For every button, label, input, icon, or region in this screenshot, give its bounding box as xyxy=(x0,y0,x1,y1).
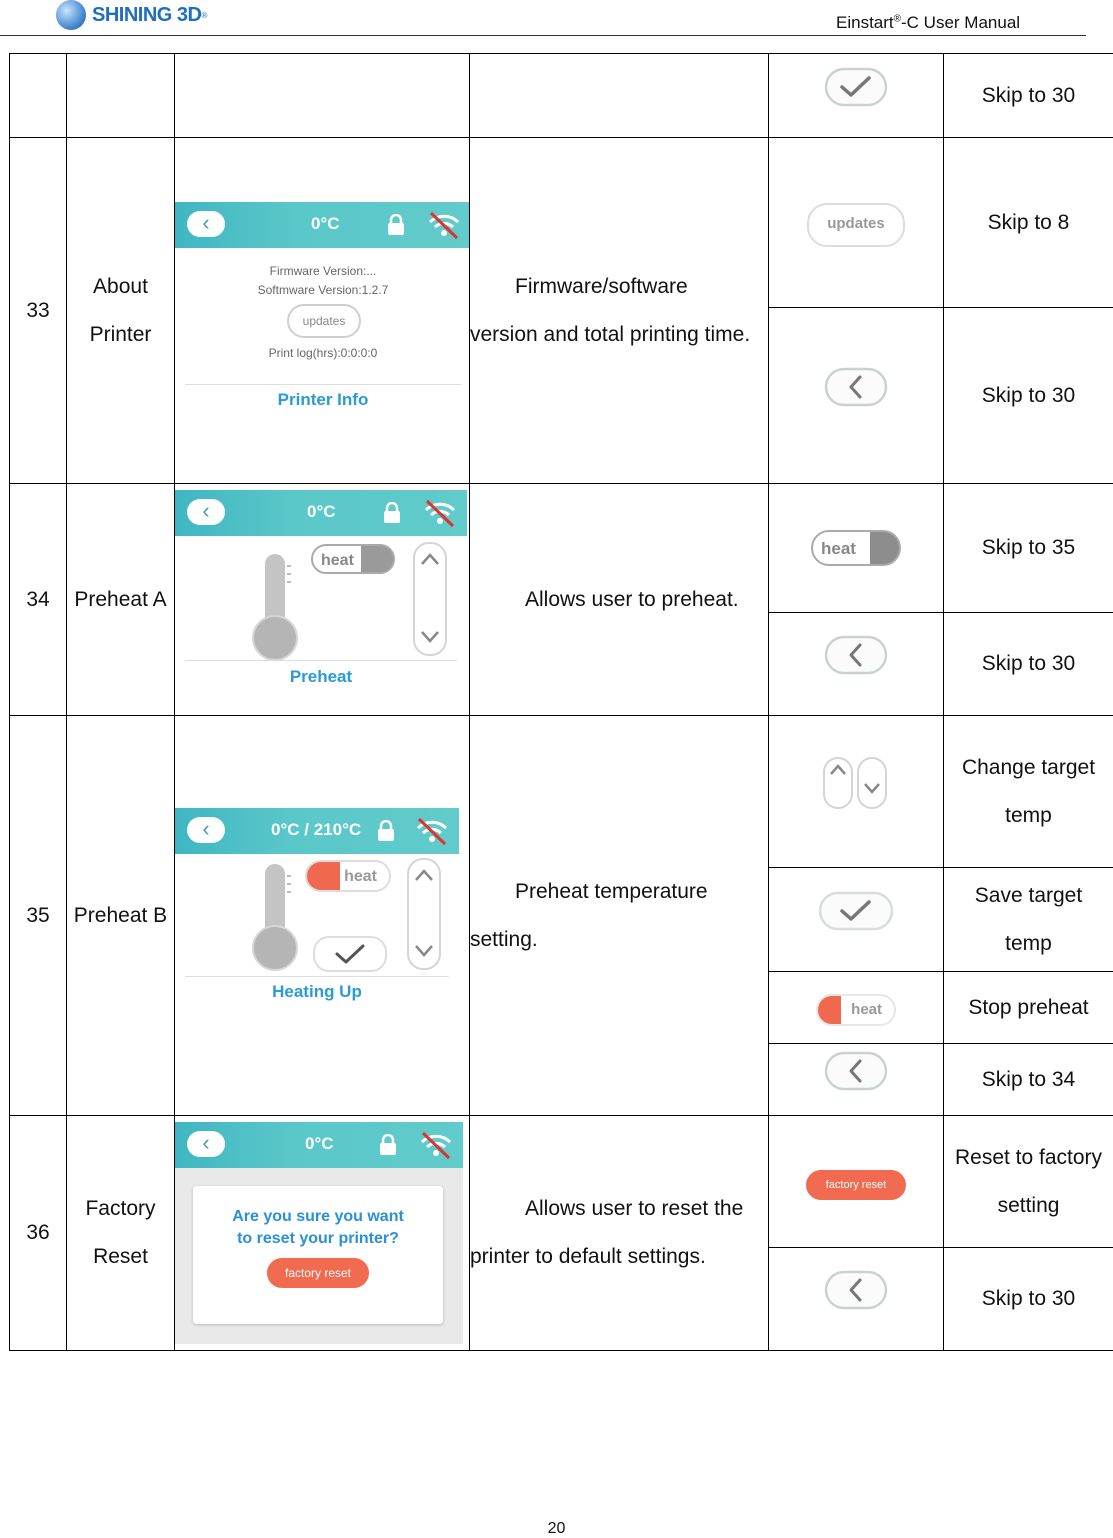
description-line: Firmware/software xyxy=(515,274,688,298)
action-text-line: Change target xyxy=(961,755,1096,779)
chevron-up-down-icon xyxy=(409,860,439,968)
action-text: Stop preheat xyxy=(944,972,1113,1044)
wifi-off-icon xyxy=(419,1130,453,1160)
version-info xyxy=(175,262,470,300)
icon-cell xyxy=(769,308,944,484)
action-text: Skip to 8 xyxy=(944,138,1113,308)
factory-reset-button[interactable]: factory reset xyxy=(267,1258,369,1288)
screenshot-cell xyxy=(175,484,470,716)
check-icon xyxy=(315,938,385,970)
preheat-b-screen xyxy=(175,808,459,1020)
icon-cell xyxy=(769,484,944,613)
globe-logo-icon xyxy=(56,0,86,30)
doc-title-prefix: Einstart xyxy=(836,13,894,32)
description-line: Allows user to reset the xyxy=(525,1197,744,1220)
heat-toggle[interactable]: heat xyxy=(311,544,395,574)
check-button-icon xyxy=(824,66,888,108)
document-title xyxy=(836,13,1020,33)
action-text-line: setting xyxy=(997,1193,1060,1217)
menu-name xyxy=(67,1116,175,1351)
page-header xyxy=(0,0,1113,40)
lock-icon xyxy=(377,820,395,842)
row-number: 36 xyxy=(10,1116,67,1351)
menu-name-line: About xyxy=(93,274,148,298)
icon-cell xyxy=(769,972,944,1044)
description-line: setting. xyxy=(470,927,538,951)
screenshot-cell xyxy=(175,1116,470,1351)
divider xyxy=(185,660,457,661)
action-text: Skip to 34 xyxy=(944,1044,1113,1116)
back-button-icon xyxy=(824,366,888,408)
row-number: 35 xyxy=(10,716,67,1116)
action-text xyxy=(944,868,1113,972)
doc-title-reg: ® xyxy=(893,13,902,25)
cell-empty xyxy=(470,54,769,138)
factory-reset-button-icon: factory reset xyxy=(806,1170,906,1200)
back-button-icon xyxy=(824,1269,888,1311)
firmware-version: Firmware Version:... xyxy=(269,264,377,278)
action-text: Skip to 35 xyxy=(944,484,1113,613)
icon-cell xyxy=(769,54,944,138)
temperature-readout: 0°C / 210°C xyxy=(271,820,362,839)
table-row xyxy=(10,484,1113,613)
printer-info-screen xyxy=(175,202,470,416)
menu-name-line: Reset xyxy=(93,1245,148,1268)
print-log: Print log(hrs):0:0:0:0 xyxy=(268,346,378,360)
row-number: 33 xyxy=(10,138,67,484)
status-bar xyxy=(175,1122,463,1168)
icon-cell xyxy=(769,868,944,972)
dialog-question-line: to reset your printer? xyxy=(237,1230,399,1247)
back-button-icon xyxy=(824,634,888,676)
description xyxy=(470,1116,769,1351)
back-icon: ‹ xyxy=(187,211,225,237)
description-line: Preheat temperature xyxy=(515,879,708,903)
table-row xyxy=(10,1116,1113,1248)
preheat-a-screen xyxy=(175,490,467,708)
menu-name-line: Factory xyxy=(85,1197,156,1220)
updates-button[interactable]: updates xyxy=(287,304,361,338)
action-text-line: temp xyxy=(1005,803,1052,827)
wifi-off-icon xyxy=(423,498,457,528)
action-text xyxy=(944,716,1113,868)
menu-name: Preheat A xyxy=(67,484,175,716)
screen-title: Preheat xyxy=(289,667,353,686)
lock-icon xyxy=(379,1134,397,1156)
cell-empty xyxy=(10,54,67,138)
logo-reg: ® xyxy=(201,10,208,20)
back-icon: ‹ xyxy=(187,499,225,525)
temp-adjust-arrows[interactable] xyxy=(413,542,447,656)
icon-cell xyxy=(769,1248,944,1351)
screen-title: Heating Up xyxy=(272,982,362,1001)
software-version: Softmware Version:1.2.7 xyxy=(257,283,389,297)
menu-table xyxy=(9,53,1113,1351)
action-text-line: Save target xyxy=(974,883,1083,907)
description-line: version and total printing time. xyxy=(470,322,751,346)
icon-cell xyxy=(769,716,944,868)
action-text: Skip to 30 xyxy=(944,308,1113,484)
chevron-up-down-icon xyxy=(415,544,445,654)
heat-on-toggle-icon: heat xyxy=(816,994,896,1026)
screenshot-cell xyxy=(175,138,470,484)
row-number: 34 xyxy=(10,484,67,716)
table-row xyxy=(10,54,1113,138)
action-text xyxy=(944,1116,1113,1248)
table-row xyxy=(10,138,1113,308)
page-number: 20 xyxy=(547,1520,566,1537)
heat-toggle[interactable]: heat xyxy=(305,860,391,892)
header-rule xyxy=(0,35,1086,36)
back-icon: ‹ xyxy=(187,817,225,843)
lock-icon xyxy=(383,502,401,524)
divider xyxy=(185,384,461,385)
temperature-readout: 0°C xyxy=(305,1134,334,1153)
dialog-question xyxy=(193,1206,443,1250)
screenshot-cell xyxy=(175,716,470,1116)
action-text-line: temp xyxy=(1005,931,1052,955)
temp-adjust-arrows[interactable] xyxy=(407,858,441,970)
back-icon: ‹ xyxy=(187,1131,225,1157)
description-line: printer to default settings. xyxy=(470,1245,706,1268)
action-text: Skip to 30 xyxy=(944,54,1113,138)
cell-empty xyxy=(175,54,470,138)
screen-title: Printer Info xyxy=(277,390,369,409)
divider xyxy=(185,976,449,977)
menu-name: Preheat B xyxy=(67,716,175,1116)
shining3d-logo xyxy=(56,0,207,30)
status-bar xyxy=(175,808,459,854)
back-button-icon xyxy=(824,1050,888,1092)
action-text-line: Reset to factory xyxy=(954,1145,1103,1169)
icon-cell xyxy=(769,138,944,308)
doc-title-suffix: -C User Manual xyxy=(901,13,1021,32)
icon-cell xyxy=(769,1116,944,1248)
logo-text: SHINING 3D xyxy=(92,3,202,26)
icon-cell xyxy=(769,613,944,716)
lock-icon xyxy=(387,214,405,236)
factory-reset-screen xyxy=(175,1122,463,1344)
status-bar xyxy=(175,202,470,248)
heat-toggle-icon: heat xyxy=(811,530,901,566)
description-line: Allows user to preheat. xyxy=(525,587,739,611)
thermometer-icon xyxy=(245,552,305,662)
action-text: Skip to 30 xyxy=(944,1248,1113,1351)
menu-name xyxy=(67,138,175,484)
icon-cell xyxy=(769,1044,944,1116)
menu-name-line: Printer xyxy=(89,322,152,346)
temperature-readout: 0°C xyxy=(311,214,340,233)
updates-button-icon: updates xyxy=(807,203,905,247)
dialog-question-line: Are you sure you want xyxy=(232,1208,404,1225)
table-row xyxy=(10,716,1113,868)
status-bar xyxy=(175,490,467,536)
temperature-readout: 0°C xyxy=(307,502,336,521)
confirm-button[interactable] xyxy=(313,936,387,972)
description xyxy=(470,484,769,716)
description xyxy=(470,138,769,484)
check-button-icon xyxy=(818,890,894,932)
wifi-off-icon xyxy=(415,816,449,846)
confirm-dialog xyxy=(193,1186,443,1324)
thermometer-icon xyxy=(245,862,305,972)
description xyxy=(470,716,769,1116)
action-text: Skip to 30 xyxy=(944,613,1113,716)
cell-empty xyxy=(67,54,175,138)
wifi-off-icon xyxy=(427,210,461,240)
up-down-arrows-icon xyxy=(822,756,890,810)
